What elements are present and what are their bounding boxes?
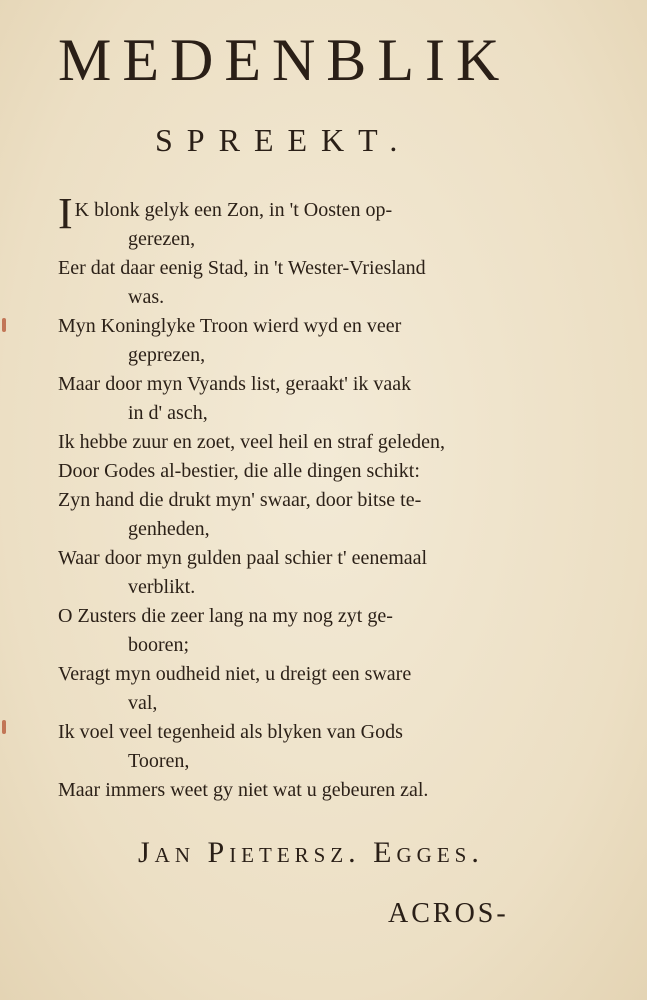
catchword: ACROS- [388, 898, 509, 929]
poem-line: Maar immers weet gy niet wat u gebeuren zal. [58, 779, 429, 801]
poem-line: O Zusters die zeer lang na my nog zyt ge- [58, 605, 393, 627]
poem-line: Door Godes al-bestier, die alle dingen schikt: [58, 460, 420, 482]
poem-line: Veragt myn oudheid niet, u dreigt een sware [58, 663, 412, 685]
poem-line-continuation: verblikt. [128, 576, 196, 598]
poem-line: Ik hebbe zuur en zoet, veel heil en straf geleden, [58, 431, 446, 453]
poem [58, 189, 558, 805]
poem-line-continuation: val, [128, 692, 158, 714]
poem-line-continuation: Tooren, [128, 750, 190, 772]
poem-line-continuation: gerezen, [128, 228, 196, 250]
poem-line: Ik voel veel tegenheid als blyken van Gods [58, 721, 403, 743]
author-signature: Jan Pietersz. Egges. [138, 836, 484, 869]
poem-line: K blonk gelyk een Zon, in 't Oosten op- [74, 199, 393, 221]
poem-line: Zyn hand die drukt myn' swaar, door bitse te- [58, 489, 422, 511]
poem-line-continuation: booren; [128, 634, 190, 656]
page-subtitle: SPREEKT. [155, 122, 412, 158]
page-title: MEDENBLIK [58, 27, 511, 93]
poem-line-continuation: geprezen, [128, 344, 206, 366]
poem-line: Maar door myn Vyands list, geraakt' ik vaak [58, 373, 412, 395]
drop-cap: I [58, 189, 73, 238]
poem-line-continuation: in d' asch, [128, 402, 208, 424]
margin-mark [2, 720, 6, 734]
poem-line-continuation: genheden, [128, 518, 210, 540]
poem-line-continuation: was. [128, 286, 165, 308]
margin-mark [2, 318, 6, 332]
poem-line: Eer dat daar eenig Stad, in 't Wester-Vriesland [58, 257, 426, 279]
poem-line: Waar door myn gulden paal schier t' eenemaal [58, 547, 428, 569]
poem-line: Myn Koninglyke Troon wierd wyd en veer [58, 315, 402, 337]
